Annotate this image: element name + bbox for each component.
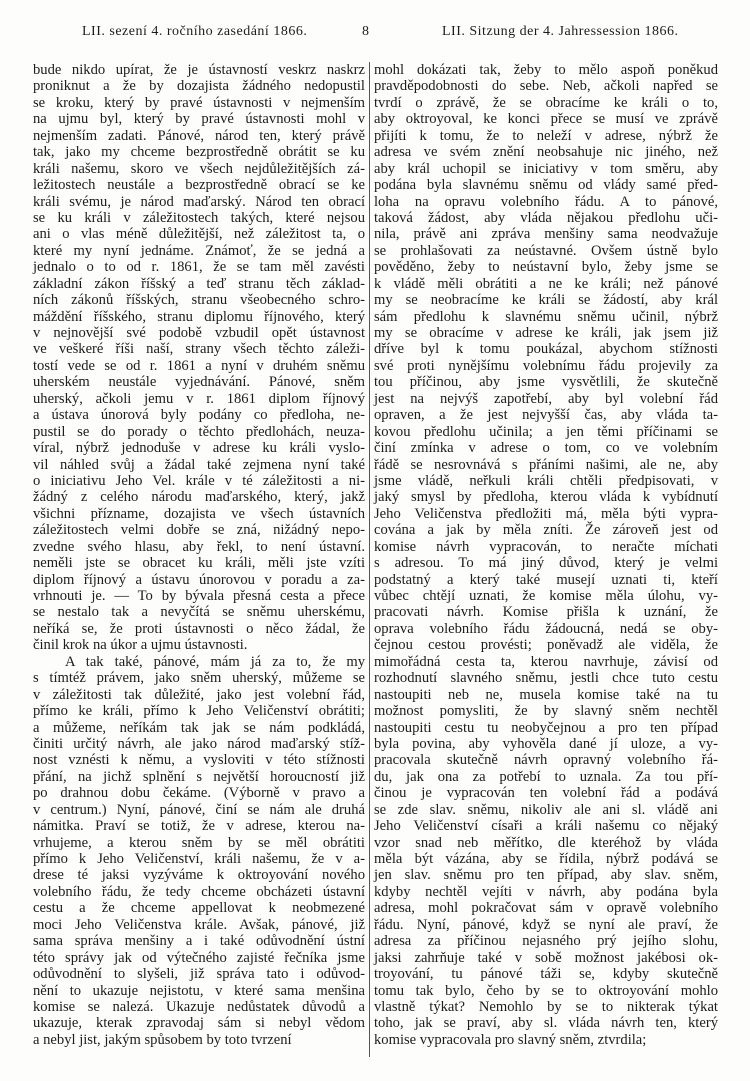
text-line: oprava volebního řádu žádoucná, nedá se oby- [374, 620, 718, 637]
text-line: ních zákonů říšských, stranu všeobecného schro- [33, 292, 365, 309]
text-line: taková žádost, aby vláda nějakou předlohu uči- [374, 209, 718, 226]
column-divider [369, 62, 370, 1057]
text-line: aby král uchopil se iniciativy v tom směru, aby [374, 160, 718, 177]
page-number: 8 [362, 24, 370, 39]
text-line: tomu tak bylo, čeho by se to oktroyování mohlo [374, 982, 718, 999]
text-line: čejnou cestou provésti; poněvadž ale viděla, že [374, 637, 718, 654]
text-line: Jeho Veličenstva předložiti má, měla býti vypra- [374, 505, 718, 522]
text-line: tvrdí o zprávě, že se obracíme ke králi o to, [374, 94, 718, 111]
text-line: se ku králi v záležitostech takých, které nejsou [33, 209, 365, 226]
right-text-column [374, 62, 718, 1048]
text-line: na ujmu byl, který by pravé ústavnosti mohl v [33, 111, 365, 128]
text-line: neměli jste se obracet ku králi, měli jste vzíti [33, 555, 365, 572]
text-line: nastoupiti cestu tu neobyčejnou a pro ten případ [374, 719, 718, 736]
text-line: sama správa menšiny a i také odůvodnění ústní [33, 933, 365, 950]
text-line: ve veškeré říši naší, strany všech těchto záleži- [33, 341, 365, 358]
text-line: králi našemu, skoro ve všech nejdůležitějších zá- [33, 160, 365, 177]
text-line: a můžeme, neříkám tak jak se nám podkládá, [33, 719, 365, 736]
text-line: základní zákon říšský a teď stranu těch základ- [33, 275, 365, 292]
text-line: dříve byl k tomu poukázal, abychom stížnosti [374, 341, 718, 358]
text-line: opraven, a že jest nejvyšší čas, aby vláda ta- [374, 407, 718, 424]
header-german-title: LII. Sitzung der 4. Jahressession 1866. [442, 24, 679, 39]
text-line: se kroku, který by pravé ústavnosti v nejmenším [33, 94, 365, 111]
text-line: kdyby nechtěl vejíti v návrh, aby podána byla [374, 883, 718, 900]
text-line: komise se nalezá. Ukazuje nedůstatek důvodů a [33, 998, 365, 1015]
text-line: činou je vypracován ten volební řád a podává [374, 785, 718, 802]
text-line: pracovala skutečně návrh opravný volebního řá- [374, 752, 718, 769]
text-line: drese té jaksi vyzýváme k oktroyování nového [33, 867, 365, 884]
text-line: podána byla slavnému sněmu od vlády samé před- [374, 177, 718, 194]
text-line: vzor snad neb měřítko, dle kteréhož by vláda [374, 834, 718, 851]
text-line: jest na nejvýš zapotřebí, aby byl volební řád [374, 390, 718, 407]
text-line: zvedne svého hlasu, aby řekl, to není ústavní. [33, 538, 365, 555]
text-line: my se neobracíme ke králi se žádostí, aby král [374, 292, 718, 309]
text-line: adresa ve svém znění neobsahuje nic jiného, než [374, 144, 718, 161]
text-line: troyování, tu pánové táži se, kdyby skutečně [374, 966, 718, 983]
text-line: ležitostech neustále a bezprostředně obrací se ke [33, 177, 365, 194]
text-line: nění to ukazuje nejistotu, v které sama menšina [33, 982, 365, 999]
text-line: s tímtéž právem, jako sněm uherský, můžeme se [33, 670, 365, 687]
text-line: loha na opravu volebního řádu. A to pánové, [374, 193, 718, 210]
text-line: uherském neustále vyjednávání. Pánové, sněm [33, 374, 365, 391]
text-line: nastoupiti neb ne, musela komise také na tu [374, 686, 718, 703]
text-line: záležitostech velmi dobře se zná, nižádný nepo- [33, 522, 365, 539]
text-line: pustil se do porady o těchto předlohách, neuza- [33, 423, 365, 440]
text-line: králi svému, je národ maďarský. Národ ten obrací [33, 193, 365, 210]
text-line: pověděno, žeby to neústavní bylo, žeby jsme se [374, 259, 718, 276]
text-line: tou příčinou, aby jsme vysvětlili, že skutečně [374, 374, 718, 391]
text-line: víral, nýbrž jednoduše v adrese ku králi vyslo- [33, 440, 365, 457]
text-line: přímo ke králi, přímo k Jeho Veličenství obrátiti; [33, 703, 365, 720]
text-line: řádě se nesrovnává s přáními našimi, ale ne, aby [374, 456, 718, 473]
text-line: nost vznésti k němu, a vysloviti v této stížnosti [33, 752, 365, 769]
text-line: v centrum.) Nyní, pánové, činí se nám ale druhá [33, 801, 365, 818]
text-line: pracovati návrh. Komise přišla k uznání, že [374, 604, 718, 621]
text-line: pravděpodobnosti do sebe. Neb, ačkoli napřed se [374, 78, 718, 95]
text-line: ani o vlas méně důležitější, než záležitost ta, o [33, 226, 365, 243]
text-line: tostí vede se od r. 1861 a nyní v druhém sněmu [33, 357, 365, 374]
text-line: o iniciativu Jeho Vel. krále v té záležitosti a ni- [33, 472, 365, 489]
left-text-column [33, 62, 365, 1048]
text-line: my se obracíme v adrese ke králi, jak jsem již [374, 325, 718, 341]
text-line: nila, právě ani zpráva menšiny sama neodvažuje [374, 226, 718, 243]
text-line: neříká se, že proti ústavnosti o něco žádal, že [33, 620, 365, 637]
text-line: žádný z celého národu maďarského, který, jakž [33, 489, 365, 506]
text-line: vůbec chtějí uznati, že komise měla úlohu, vy- [374, 588, 718, 604]
text-line: aby oktroyoval, ke konci přece se musí ve zprávě [374, 111, 718, 128]
text-line: možnost pomysliti, že by slavný sněm nechtěl [374, 703, 718, 720]
text-line: mohl dokázati tak, žeby to mělo aspoň poněkud [374, 62, 718, 78]
text-line: komise vypracovala pro slavný sněm, ztvrdila; [374, 1031, 647, 1048]
text-line: diplom říjnový a ústavu únorovou v poradu a za- [33, 571, 365, 588]
text-line: vlastně týkat? Nemohlo by se to nikterak týkat [374, 998, 718, 1015]
text-line: činil krok na úkor a ujmu ústavnosti. [33, 637, 248, 654]
text-line: podstatný a který také musejí uznati ti, kteří [374, 571, 718, 588]
text-line: máždění říšského, stranu diplomu říjnového, který [33, 308, 365, 325]
text-line: mimořádná cesta ta, kterou navrhuje, závisí od [374, 653, 718, 670]
text-line: této správy jak od výtečného zajisté řečníka jsme [33, 949, 365, 966]
text-line: komise návrh vypracován, to neračte míchati [374, 538, 718, 555]
text-line: vil náhled svůj a žádal také zejmena nyní také [33, 456, 365, 473]
text-line: v záležitosti tak důležité, jako jest volební řád, [33, 686, 365, 703]
text-line: a nebyl jist, jakým spůsobem by toto tvrzení [33, 1031, 292, 1048]
text-line: jen slav. sněmu pro ten případ, aby slav. sněm, [374, 867, 718, 884]
text-line: vrhujeme, a kterou sněm by se měl obrátiti [33, 834, 365, 851]
text-line: přijíti k tomu, že to neleží v adrese, nýbrž že [374, 127, 718, 144]
text-line: kovou předlohu učinila; a jen těmi příčinami se [374, 423, 718, 440]
text-line: tak, jako my chceme bezprostředně obrátit se ku [33, 144, 365, 161]
text-line: adresa, mohl pokračovat sám v opravě volebního [374, 900, 718, 917]
text-line: své proti nynějšímu volebnímu řádu projevily za [374, 357, 718, 374]
text-line: přímo k Jeho Veličenství, králi našemu, že v a- [33, 851, 365, 867]
text-line: bude nikdo upírat, že je ústavností veskrz naskrz [33, 62, 365, 78]
text-line: a ústava únorová byly podány co předloha, ne- [33, 407, 365, 424]
text-line: nejmenším zadati. Pánové, národ ten, který právě [33, 127, 365, 144]
text-line: jaký smysl by předloha, kterou vláda k vybídnutí [374, 489, 718, 506]
text-line: které my nyní jednáme. Známoť, že se jedná a [33, 242, 365, 259]
text-line: moci Jeho Veličenstva krále. Avšak, pánové, již [33, 916, 365, 933]
text-line: se prohlašovati za neústavné. Ovšem ústně bylo [374, 242, 718, 259]
text-line: se zde slav. sněmu, nikoliv ale ani sl. vládě ani [374, 801, 718, 818]
text-line: měla být vázána, aby se řídila, nýbrž podává se [374, 851, 718, 867]
text-line: se nestalo tak a nevyčítá se sněmu uherskému, [33, 604, 365, 621]
text-line: po drahnou dobu čekáme. (Výborně v pravo a [33, 785, 365, 802]
text-line: odůvodnění to slyšeli, již správa tato i odůvod- [33, 966, 365, 983]
text-line: adresa za příčinou nejasného prý jejího slohu, [374, 933, 718, 950]
text-line: ukazuje, kterak zpravodaj sám si nebyl vědom [33, 1015, 365, 1032]
text-line: volebního řádu, že tedy chceme obcházeti ústavní [33, 883, 365, 900]
text-line: cována a jak by měla zníti. Že zároveň jest od [374, 522, 718, 539]
text-line: rozhodnutí slavného sněmu, jestli chce tuto cestu [374, 670, 718, 687]
header-czech-title: LII. sezení 4. ročního zasedání 1866. [82, 24, 308, 39]
text-line: du, jak ona za potřebí to uznala. Za tou pří- [374, 768, 718, 785]
text-line: činí zmínka v adrese o tom, co ve volebním [374, 440, 718, 457]
text-line: byla povina, aby vyhověla dané jí uloze, a vy- [374, 735, 718, 752]
text-line: k vládě měli obrátiti a ne ke králi; než pánové [374, 275, 718, 292]
text-line: s adresou. To má jiný důvod, který je velmi [374, 555, 718, 572]
text-line: přání, na jichž splnění s největší horoucností již [33, 768, 365, 785]
text-line: vrhnouti je. — To by bývala přesná cesta a přece [33, 588, 365, 604]
text-line: toho, jak se praví, aby sl. vláda návrh ten, který [374, 1015, 718, 1032]
text-line: cestu a že chceme appellovat k neobmezené [33, 900, 365, 917]
text-line: proniknut a že by dozajista žádného nedopustil [33, 78, 365, 95]
text-line: všichni přízname, dozajista ve všech ústavních [33, 505, 365, 522]
text-line: jaksi zahrňuje také v sobě možnost jakébosi ok- [374, 949, 718, 966]
text-line: námitka. Praví se totiž, že v adrese, kterou na- [33, 818, 365, 835]
text-line: jsme vládě, neřkuli králi chtěli předpisovati, v [374, 472, 718, 489]
text-line: A tak také, pánové, mám já za to, že my [65, 653, 365, 670]
text-line: v nejnovější své podobě vzbudil opět ústavnost [33, 325, 365, 341]
text-line: sám předlohu k slavnému sněmu učinil, nýbrž [374, 308, 718, 325]
text-line: uherský, ačkoli jemu v r. 1861 diplom říjnový [33, 390, 365, 407]
text-line: jednalo o to od r. 1861, že se tam měl zavésti [33, 259, 365, 276]
text-line: činiti určitý návrh, ale jako národ maďarský stíž- [33, 735, 365, 752]
text-line: Jeho Veličenství císaři a králi našemu co nějaký [374, 818, 718, 835]
text-line: řádu. Nyní, pánové, když se nyní ale praví, že [374, 916, 718, 933]
